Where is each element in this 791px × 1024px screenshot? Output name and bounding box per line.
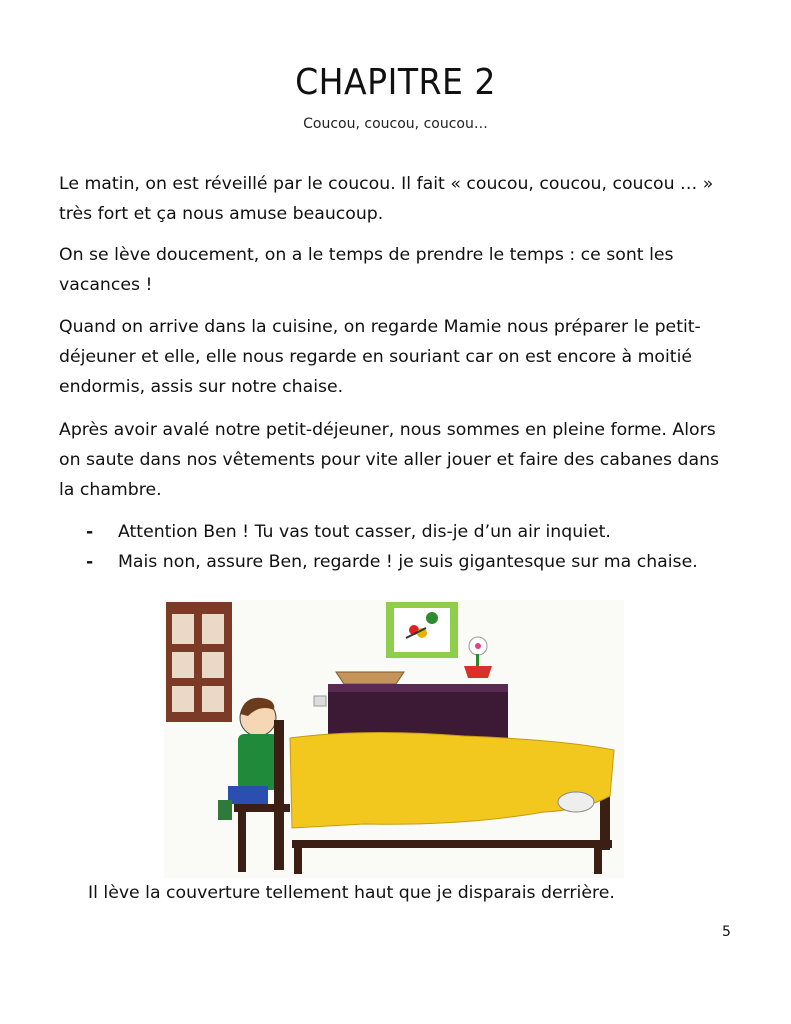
dialogue-text: Mais non, assure Ben, regarde ! je suis gigantesque sur ma chaise. (118, 552, 698, 572)
framed-picture-drawing (386, 602, 458, 658)
dialogue-text: Attention Ben ! Tu vas tout casser, dis-je d’un air inquiet. (118, 522, 611, 542)
chapter-subtitle: Coucou, coucou, coucou… (303, 116, 488, 132)
illustration-caption: Il lève la couverture tellement haut que je disparais derrière. (88, 883, 615, 903)
dialogue-dash: - (86, 552, 94, 572)
window-drawing (166, 602, 232, 722)
dialogue-line-1 (86, 517, 746, 547)
paragraph-3: Quand on arrive dans la cuisine, on regarde Mamie nous préparer le petit-déjeuner et elle, elle nous regarde en souriant car on est encore à moitié endormis, assis sur notre chaise. (59, 317, 701, 397)
dialogue-dash: - (86, 522, 94, 542)
dialogue-line-2 (86, 547, 746, 577)
bedroom-illustration (164, 600, 624, 878)
paragraph-2: On se lève doucement, on a le temps de prendre le temps : ce sont les vacances ! (59, 245, 674, 295)
paragraph-4: Après avoir avalé notre petit-déjeuner, nous sommes en pleine forme. Alors on saute dans nos vêtements pour vite aller jouer et faire des cabanes dans la chambre. (59, 420, 720, 500)
chapter-title: CHAPITRE 2 (295, 62, 496, 103)
page-number: 5 (722, 924, 731, 940)
paragraph-1: Le matin, on est réveillé par le coucou. Il fait « coucou, coucou, coucou … » très fort et ça nous amuse beaucoup. (59, 174, 714, 224)
